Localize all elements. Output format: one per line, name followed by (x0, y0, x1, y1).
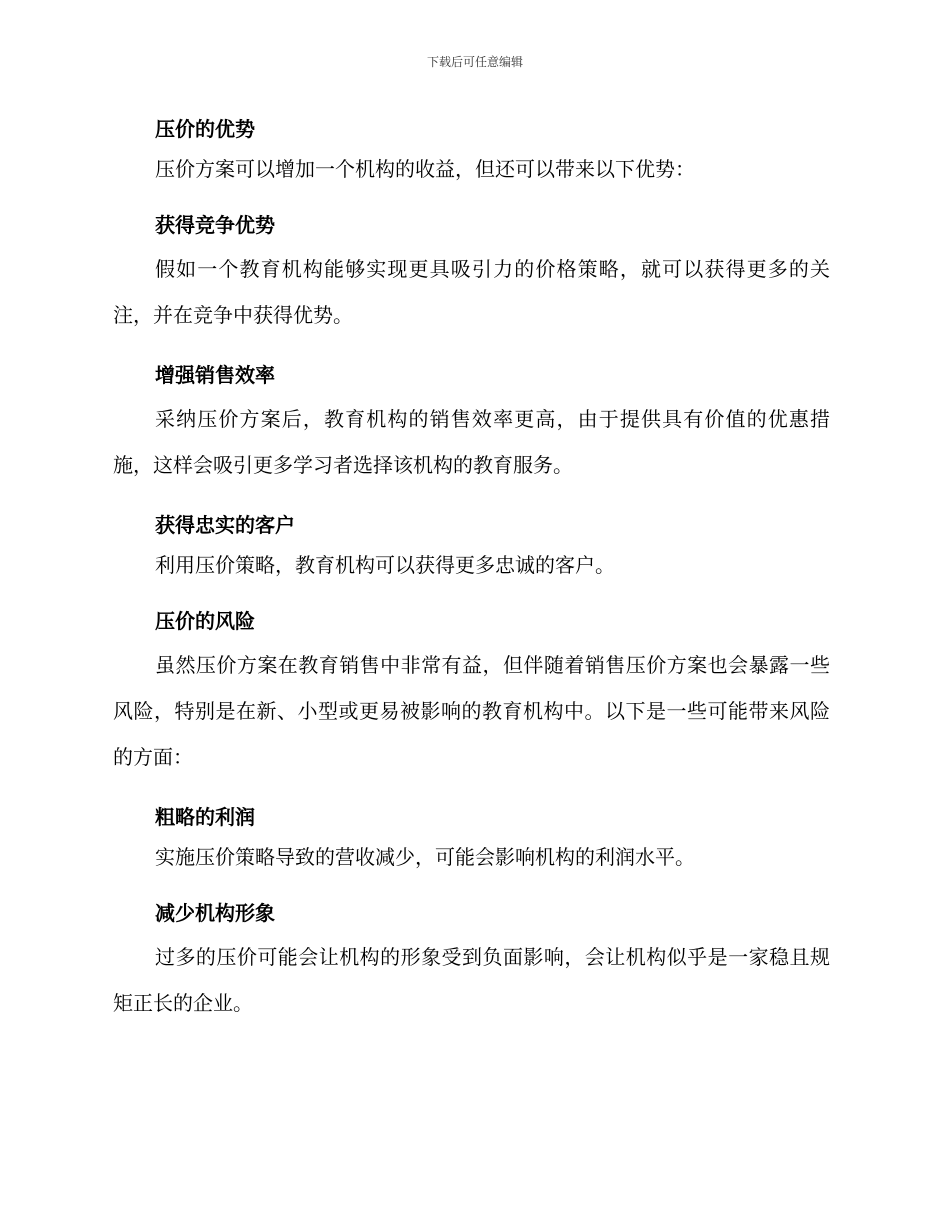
section-heading: 获得竞争优势 (155, 213, 275, 237)
section-heading: 减少机构形象 (155, 901, 275, 925)
page-header-note: 下载后可任意编辑 (426, 55, 523, 69)
section-heading: 压价的优势 (155, 117, 255, 141)
section-heading: 粗略的利润 (155, 805, 255, 829)
section-heading: 增强销售效率 (155, 363, 275, 387)
section-paragraph: 假如一个教育机构能够实现更具吸引力的价格策略，就可以获得更多的关注，并在竞争中获得优势。 (113, 257, 830, 327)
section-paragraph: 过多的压价可能会让机构的形象受到负面影响，会让机构似乎是一家稳且规矩正长的企业。 (113, 945, 830, 1015)
document-body (113, 110, 830, 1044)
section-paragraph: 实施压价策略导致的营收减少，可能会影响机构的利润水平。 (155, 845, 695, 869)
section-paragraph: 虽然压价方案在教育销售中非常有益，但伴随着销售压价方案也会暴露一些风险，特别是在新、小型或更易被影响的教育机构中。以下是一些可能带来风险的方面： (113, 653, 830, 769)
section-heading: 压价的风险 (155, 609, 255, 633)
section-heading: 获得忠实的客户 (155, 513, 295, 537)
section-paragraph: 采纳压价方案后，教育机构的销售效率更高，由于提供具有价值的优惠措施，这样会吸引更多学习者选择该机构的教育服务。 (113, 407, 830, 477)
section-paragraph: 压价方案可以增加一个机构的收益，但还可以带来以下优势： (155, 157, 695, 181)
section-paragraph: 利用压价策略，教育机构可以获得更多忠诚的客户。 (155, 553, 615, 577)
